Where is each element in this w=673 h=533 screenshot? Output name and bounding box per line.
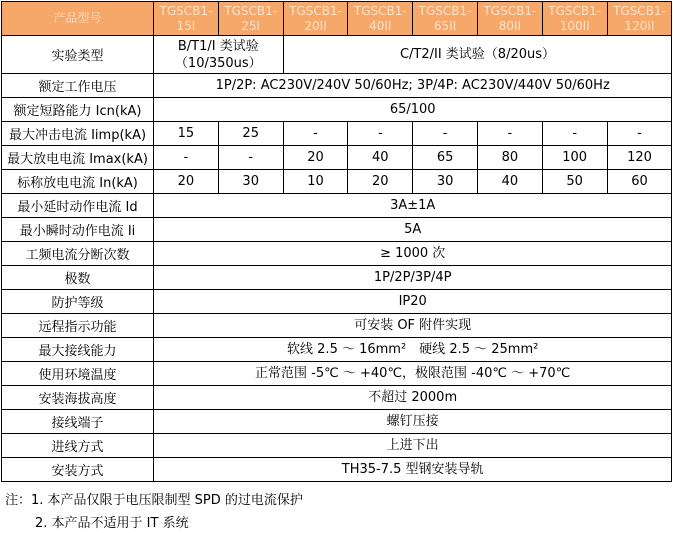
row-label: 防护等级 bbox=[2, 290, 154, 314]
spec-table bbox=[1, 1, 672, 482]
model-header-cell: TGSCB1-80II bbox=[477, 2, 542, 36]
value-cell: B/T1/I 类试验（10/350us） bbox=[154, 36, 284, 74]
row-label: 额定短路能力 Icn(kA) bbox=[2, 98, 154, 122]
value-cell: 上进下出 bbox=[154, 434, 672, 458]
model-header-cell: TGSCB1-15I bbox=[154, 2, 219, 36]
table-row bbox=[2, 338, 672, 362]
value-cell: 软线 2.5 ～ 16mm² 硬线 2.5 ～ 25mm² bbox=[154, 338, 672, 362]
value-cell: 1P/2P: AC230V/240V 50/60Hz; 3P/4P: AC230V/440V 50/60Hz bbox=[154, 74, 672, 98]
value-cell: 螺钉压接 bbox=[154, 410, 672, 434]
table-row bbox=[2, 194, 672, 218]
table-row bbox=[2, 218, 672, 242]
table-row bbox=[2, 170, 672, 194]
row-label: 极数 bbox=[2, 266, 154, 290]
value-cell: - bbox=[607, 122, 672, 146]
value-cell: - bbox=[477, 122, 542, 146]
value-cell: TH35-7.5 型钢安装导轨 bbox=[154, 458, 672, 482]
value-cell: - bbox=[154, 146, 219, 170]
row-label: 额定工作电压 bbox=[2, 74, 154, 98]
row-label: 最小延时动作电流 Id bbox=[2, 194, 154, 218]
row-label: 使用环境温度 bbox=[2, 362, 154, 386]
row-label: 远程指示功能 bbox=[2, 314, 154, 338]
model-header-cell: TGSCB1-100II bbox=[542, 2, 607, 36]
value-cell: - bbox=[283, 122, 348, 146]
value-cell: 20 bbox=[348, 170, 413, 194]
value-cell: IP20 bbox=[154, 290, 672, 314]
value-cell: ≥ 1000 次 bbox=[154, 242, 672, 266]
value-cell: 65 bbox=[413, 146, 478, 170]
row-label: 最大接线能力 bbox=[2, 338, 154, 362]
model-header-cell: TGSCB1-25I bbox=[218, 2, 283, 36]
table-row bbox=[2, 98, 672, 122]
row-label: 接线端子 bbox=[2, 410, 154, 434]
value-cell: 20 bbox=[283, 146, 348, 170]
table-row bbox=[2, 290, 672, 314]
value-cell: 30 bbox=[413, 170, 478, 194]
note-line-2: 2. 本产品不适用于 IT 系统 bbox=[35, 516, 189, 531]
table-row bbox=[2, 362, 672, 386]
row-label: 进线方式 bbox=[2, 434, 154, 458]
value-cell: 10 bbox=[283, 170, 348, 194]
model-header-cell: TGSCB1-40II bbox=[348, 2, 413, 36]
table-row bbox=[2, 36, 672, 74]
row-label: 安装海拔高度 bbox=[2, 386, 154, 410]
value-cell: 40 bbox=[348, 146, 413, 170]
value-cell: - bbox=[348, 122, 413, 146]
row-label: 工频电流分断次数 bbox=[2, 242, 154, 266]
note-line-1: 注：1. 本产品仅限于电压限制型 SPD 的过电流保护 bbox=[5, 493, 303, 508]
row-label: 标称放电电流 In(kA) bbox=[2, 170, 154, 194]
row-label: 实验类型 bbox=[2, 36, 154, 74]
spec-table-body bbox=[2, 36, 672, 482]
table-row bbox=[2, 314, 672, 338]
value-cell: 正常范围 -5℃ ～ +40℃，极限范围 -40℃ ～ +70℃ bbox=[154, 362, 672, 386]
value-cell: 40 bbox=[477, 170, 542, 194]
value-cell: 15 bbox=[154, 122, 219, 146]
value-cell: 60 bbox=[607, 170, 672, 194]
value-cell: 不超过 2000m bbox=[154, 386, 672, 410]
table-row bbox=[2, 242, 672, 266]
value-cell: 120 bbox=[607, 146, 672, 170]
notes bbox=[1, 491, 672, 533]
header-row bbox=[2, 2, 672, 36]
value-cell: 100 bbox=[542, 146, 607, 170]
table-row bbox=[2, 74, 672, 98]
value-cell: 20 bbox=[154, 170, 219, 194]
value-cell: - bbox=[218, 146, 283, 170]
value-cell: 30 bbox=[218, 170, 283, 194]
value-cell: - bbox=[413, 122, 478, 146]
model-header-cell: TGSCB1-120II bbox=[607, 2, 672, 36]
table-row bbox=[2, 410, 672, 434]
row-label: 最大放电电流 Imax(kA) bbox=[2, 146, 154, 170]
value-cell: 50 bbox=[542, 170, 607, 194]
table-row bbox=[2, 122, 672, 146]
row-label: 安装方式 bbox=[2, 458, 154, 482]
table-row bbox=[2, 146, 672, 170]
value-cell: 65/100 bbox=[154, 98, 672, 122]
value-cell: 可安装 OF 附件实现 bbox=[154, 314, 672, 338]
value-cell: C/T2/II 类试验（8/20us） bbox=[283, 36, 672, 74]
row-label: 最小瞬时动作电流 Ii bbox=[2, 218, 154, 242]
product-model-label: 产品型号 bbox=[2, 2, 154, 36]
table-row bbox=[2, 434, 672, 458]
table-row bbox=[2, 266, 672, 290]
value-cell: 5A bbox=[154, 218, 672, 242]
table-row bbox=[2, 386, 672, 410]
model-header-cell: TGSCB1-65II bbox=[413, 2, 478, 36]
value-cell: - bbox=[542, 122, 607, 146]
value-cell: 25 bbox=[218, 122, 283, 146]
value-cell: 1P/2P/3P/4P bbox=[154, 266, 672, 290]
spec-table-header bbox=[2, 2, 672, 36]
table-row bbox=[2, 458, 672, 482]
row-label: 最大冲击电流 Iimp(kA) bbox=[2, 122, 154, 146]
value-cell: 3A±1A bbox=[154, 194, 672, 218]
model-header-cell: TGSCB1-20II bbox=[283, 2, 348, 36]
value-cell: 80 bbox=[477, 146, 542, 170]
